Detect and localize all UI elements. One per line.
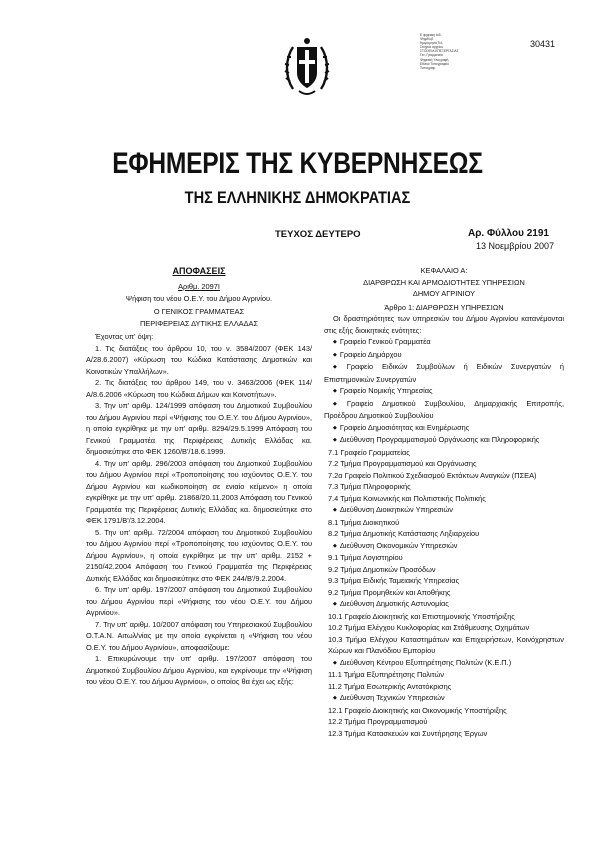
structure-subunit: 11.2 Τμήμα Εσωτερικής Αντατόκρισης (328, 681, 452, 691)
note-line: Εθνικό Τυπογραφείο (420, 61, 449, 66)
considering-paragraph: 5. Την υπ' αριθμ. 72/2004 απόφαση του Δημοτικού Συμβουλίου του Δήμου Αγρινίου περί «Τροποποίησης του ισχύοντος Ο.Ε.Υ. του Δήμου Αγρινίου», η οποία εγκρίθηκε με την υπ' αριθμ. 2152 + 2150/42.2004 Απόφαση του Γενικού Γραμματέα της Περιφέρειας Δυτικής Ελλάδας και δημοσιεύτηκε στο ΦΕΚ 244/Β'/9.2.2004. (86, 527, 312, 583)
authority-region: ΠΕΡΙΦΕΡΕΙΑΣ ΔΥΤΙΚΗΣ ΕΛΛΑΔΑΣ (139, 318, 259, 328)
structure-subunit: 7.4 Τμήμα Κοινωνικής και Πολιτιστικής Πολιτικής (328, 493, 486, 503)
structure-subunit: 7.3 Τμήμα Πληροφορικής (328, 482, 411, 491)
decision-number: Αριθμ. 2097Ι (178, 282, 220, 291)
chapter-title: ΔΙΑΡΘΡΩΣΗ ΚΑΙ ΑΡΜΟΔΙΟΤΗΤΕΣ ΥΠΗΡΕΣΙΩΝ (363, 277, 525, 287)
structure-subunit: 10.3 Τμήμα Ελέγχου Καταστημάτων και Επιχειρήσεων, Κοινόχρηστων Χώρων και Πλανόδιου Εμπορίου (328, 634, 564, 655)
structure-subunit: 10.2 Τμήμα Ελέγχου Κυκλοφορίας και Στάθμευσης Οχημάτων (328, 623, 530, 632)
note-line: ΣΤΟΙΧΕΙΑ ΕΠΕΞΕΡΓΑΣΙΑΣ (420, 49, 459, 54)
note-line: Ψηφιακή Υπογραφή (420, 57, 449, 62)
chapter-title-municipality: ΔΗΜΟΥ ΑΓΡΙΝΙΟΥ (412, 289, 476, 298)
service-structure-list (324, 336, 564, 739)
note-line: Ψηφ/Κυβ (420, 37, 434, 42)
structure-subunit: 8.2 Τμήμα Δημοτικής Κατάστασης Ληξιαρχείου (328, 529, 480, 538)
note-line: Στοιχεία αρχείου (420, 45, 444, 50)
note-line: Γεν. Γραμματεία (420, 53, 443, 58)
structure-unit: ◆ Διεύθυνση Δημοτικής Αστυνομίας (324, 598, 564, 611)
issue-date: 13 Νοεμβρίου 2007 (476, 241, 554, 251)
article-heading: Άρθρο 1: ΔΙΑΡΘΡΩΣΗ ΥΠΗΡΕΣΙΩΝ (384, 302, 504, 312)
authority-title: Ο ΓΕΝΙΚΟΣ ΓΡΑΜΜΑΤΕΑΣ (153, 307, 245, 316)
structure-unit: ◆ Διεύθυνση Προγραμματισμού Οργάνωσης και Πληροφορικής (324, 434, 564, 447)
structure-subunit: 11.1 Τμήμα Εξυπηρέτησης Πολιτών (328, 670, 444, 679)
structure-unit: ◆ Γραφείο Δημάρχου (324, 349, 564, 362)
issue-sheet-number: Αρ. Φύλλου 2191 (468, 228, 549, 239)
considering-paragraph: 7. Την υπ' αριθμ. 10/2007 απόφαση του Υπηρεσιακού Συμβουλίου Ο.Τ.Α.Ν. Αιτωλ/νίας με την οποία εγκρίνεται η «Ψήφιση του νέου Ο.Ε.Υ. του Δήμου Αγρινίου», αποφασίζουμε: (86, 619, 312, 652)
issue-type: ΤΕΥΧΟΣ ΔΕΥΤΕΡΟ (275, 229, 361, 240)
structure-unit: ◆ Διεύθυνση Οικονομικών Υπηρεσιών (324, 540, 564, 553)
structure-subunit: 12.1 Γραφείο Διοικητικής και Οικονομικής Υποστήριξης (328, 705, 507, 715)
digital-signature-note (420, 33, 472, 70)
structure-subunit: 10.1 Γραφείο Διοικητικής και Επιστημονικής Υποστήριξης (328, 611, 515, 621)
decision-paragraph: 1. Επικυρώνουμε την υπ' αριθμ. 197/2007 απόφαση του Δημοτικού Συμβουλίου Δήμου Αγρινίου, και εγκρίνουμε την «Ψήφιση του νέου Ο.Ε.Υ. του Δήμου Αγρινίου», ο οποίος θα έχει ως εξής: (86, 654, 312, 686)
structure-subunit: 7.2α Γραφείο Πολιτικού Σχεδιασμού Εκτάκτων Αναγκών (ΠΣΕΑ) (328, 470, 537, 480)
structure-unit: ◆ Διεύθυνση Τεχνικών Υπηρεσιών (324, 692, 564, 705)
right-column (324, 265, 564, 739)
considering-paragraph: 4. Την υπ' αριθμ. 296/2003 απόφαση του Δημοτικού Συμβουλίου του Δήμου Αγρινίου περί «Τροποποίησης του ισχύοντος Ο.Ε.Υ. του Δήμου Αγρινίου και κωδικοποίηση σε ενιαίο κείμενο» η οποία εγκρίθηκε με την υπ' αριθμ. 21868/20.11.2003 Απόφαση του Γενικού Γραμματέα της Περιφέρειας Δυτικής Ελλάδας κα. δημοσιεύτηκε στο ΦΕΚ 1791/Β'/3.12.2004. (86, 458, 312, 525)
structure-subunit: 7.2 Τμήμα Προγραμματισμού και Οργάνωσης (328, 459, 477, 468)
structure-unit: ◆ Διεύθυνση Διοικητικών Υπηρεσιών (324, 504, 564, 517)
structure-unit: ◆ Διεύθυνση Κέντρου Εξυπηρέτησης Πολιτών (Κ.Ε.Π.) (324, 657, 564, 670)
considering-paragraph: 2. Τις διατάξεις του άρθρου 149, του ν. 3463/2006 (ΦΕΚ 114/Α/8.6.2006 «Κύρωση του Κώδικα Δήμων και Κοινοτήτων». (86, 378, 312, 399)
note-line: Ε ψηφιακή έκδ. (420, 33, 442, 37)
gazette-title: ΕΦΗΜΕΡΙΣ ΤΗΣ ΚΥΒΕΡΝΗΣΕΩΣ (112, 147, 483, 180)
greek-coat-of-arms-icon (283, 33, 331, 101)
considering-paragraph: 3. Την υπ' αριθμ. 124/1999 απόφαση του Δημοτικού Συμβουλίου του Δήμου Αγρινίου περί «Ψήφισης του Ο.Ε.Υ. του Δήμου Αγρινίου», η οποία εγκρίθηκε με την υπ' αριθμ. 8294/29.5.1999 Απόφαση του Γενικού Γραμματέα της Περιφέρειας Δυτικής Ελλάδας κα. δημοσιεύτηκε στο ΦΕΚ 1260/Β'/18.6.1999. (86, 401, 312, 456)
structure-unit: ◆ Γραφείο Νομικής Υπηρεσίας (324, 385, 564, 398)
decision-subject: Ψήφιση του νέου Ο.Ε.Υ. του Δήμου Αγρινίου. (125, 293, 273, 303)
structure-subunit: 12.3 Τμήμα Κατασκευών και Συντήρησης Έργων (328, 728, 488, 738)
chapter-label: ΚΕΦΑΛΑΙΟ Α: (420, 266, 468, 275)
considering-paragraph: 1. Τις διατάξεις του άρθρου 10, του ν. 3584/2007 (ΦΕΚ 143/Α/28.6.2007) «Κύρωση του Κώδικα Κατάστασης Δημοτικών και Κοινοτικών Υπαλλήλων». (86, 343, 312, 376)
structure-unit: ◆ Γραφείο Δημοσιότητας και Ενημέρωσης (324, 422, 564, 435)
considering-line: Έχοντας υπ' όψη: (95, 332, 154, 341)
structure-unit: ◆ Γραφείο Γενικού Γραμματέα (324, 336, 564, 349)
page-number: 30431 (530, 39, 556, 49)
structure-subunit: 9.2 Τμήμα Δημοτικών Προσόδων (328, 564, 436, 574)
structure-unit: ◆ Γραφείο Δημοτικού Συμβουλίου, Δημαρχιακής Επιτροπής, Προέδρου Δημοτικού Συμβουλίου (324, 398, 564, 422)
gazette-subtitle: ΤΗΣ ΕΛΛΗΝΙΚΗΣ ΔΗΜΟΚΡΑΤΙΑΣ (184, 188, 411, 207)
structure-subunit: 9.2 Τμήμα Προμηθειών και Αποθήκης (328, 587, 451, 597)
decisions-heading: ΑΠΟΦΑΣΕΙΣ (172, 266, 226, 276)
considering-paragraph: 6. Την υπ' αριθμ. 197/2007 απόφαση του Δημοτικού Συμβουλίου του Δήμου Αγρινίου περί «Ψήφισης του νέου Ο.Ε.Υ. του Δήμου Αγρινίου». (86, 585, 312, 617)
structure-unit: ◆ Γραφείο Ειδικών Συμβούλων ή Ειδικών Συνεργατών ή Επιστημονικών Συνεργατών (324, 361, 564, 385)
left-column (86, 265, 312, 688)
structure-subunit: 9.3 Τμήμα Ειδικής Ταμειακής Υπηρεσίας (328, 576, 460, 585)
note-line: Τυπογράφ. (420, 65, 436, 70)
structure-subunit: 7.1 Γραφείο Γραμματείας (328, 447, 410, 457)
article-intro: Οι δραστηριότητες των υπηρεσιών του Δήμου Αγρινίου κατανέμονται στις εξής διοικητικές ενότητες: (324, 314, 564, 335)
structure-subunit: 12.2 Τμήμα Προγραμματισμού (328, 717, 428, 726)
note-line: Ημερομηνία Τελ. (420, 41, 444, 46)
structure-subunit: 8.1 Τμήμα Διοικητικού (328, 517, 400, 527)
structure-subunit: 9.1 Τμήμα Λογιστηρίου (328, 553, 403, 562)
